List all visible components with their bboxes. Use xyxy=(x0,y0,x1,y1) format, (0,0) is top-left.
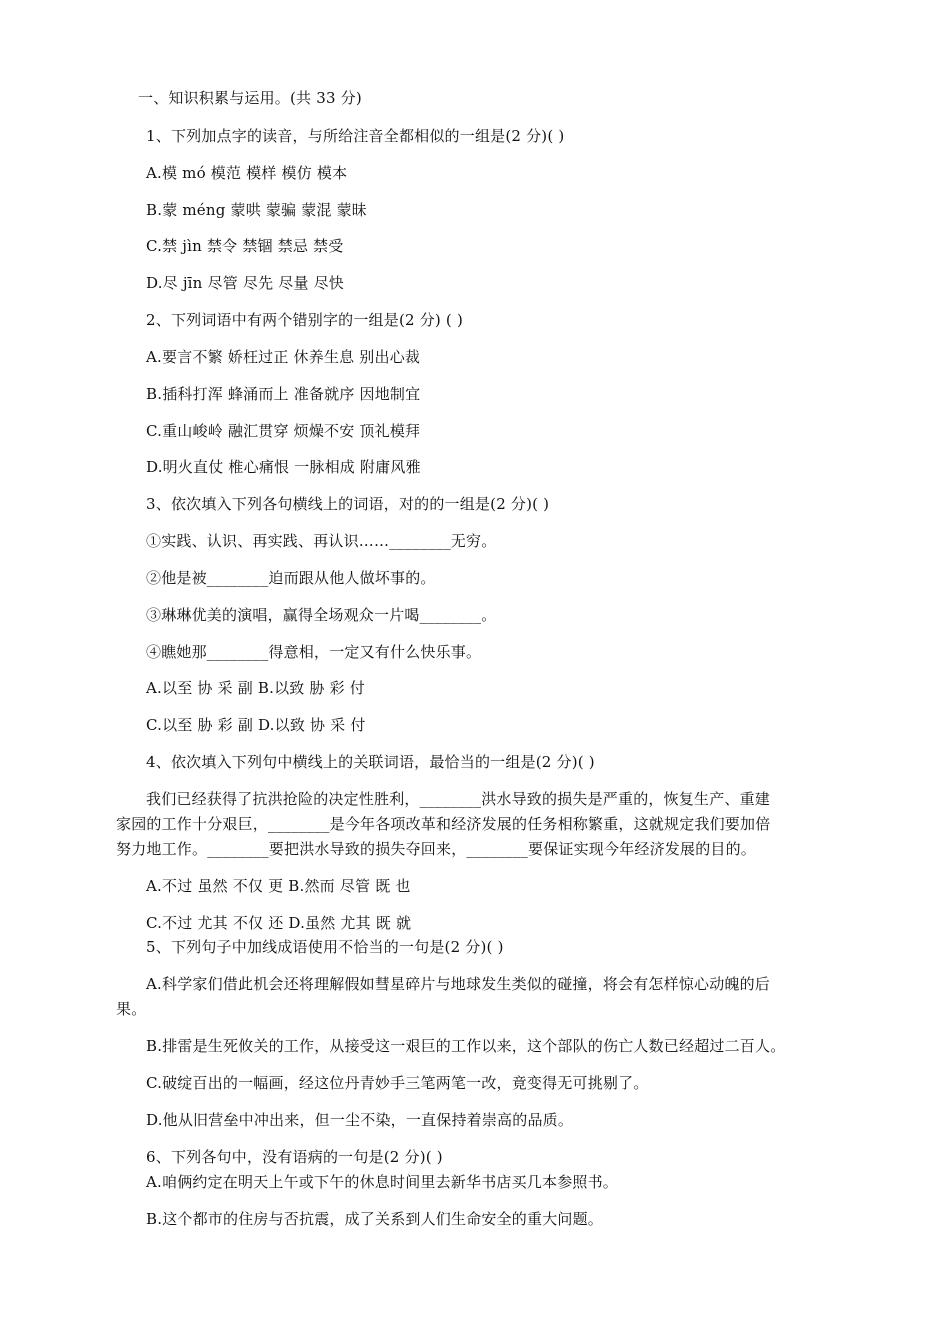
q1-option-a: A.模 mó 模范 模样 模仿 模本 xyxy=(146,164,348,182)
q4-passage-line-1: 我们已经获得了抗洪抢险的决定性胜利，________洪水导致的损失是严重的，恢复生产、重建 xyxy=(146,790,771,808)
q1-stem: 1、下列加点字的读音，与所给注音全都相似的一组是(2 分)( ) xyxy=(146,127,565,145)
q2-stem: 2、下列词语中有两个错别字的一组是(2 分) ( ) xyxy=(146,311,464,329)
q4-options-ab: A.不过 虽然 不仅 更 B.然而 尽管 既 也 xyxy=(146,877,411,895)
q2-option-d: D.明火直仗 椎心痛恨 一脉相成 附庸风雅 xyxy=(146,458,421,476)
q2-option-a: A.要言不繁 娇枉过正 休养生息 别出心裁 xyxy=(146,348,421,366)
q4-options-cd: C.不过 尤其 不仅 还 D.虽然 尤其 既 就 xyxy=(146,914,412,932)
q5-option-a-line-2: 果。 xyxy=(116,1000,147,1018)
q6-option-a: A.咱俩约定在明天上午或下午的休息时间里去新华书店买几本参照书。 xyxy=(146,1173,619,1191)
q5-option-c: C.破绽百出的一幅画，经这位丹青妙手三笔两笔一改，竟变得无可挑剔了。 xyxy=(146,1074,649,1092)
q1-option-b: B.蒙 méng 蒙哄 蒙骗 蒙混 蒙昧 xyxy=(146,201,367,219)
q1-option-d: D.尽 jīn 尽管 尽先 尽量 尽快 xyxy=(146,274,345,292)
q1-option-c: C.禁 jìn 禁令 禁锢 禁忌 禁受 xyxy=(146,237,344,255)
q3-stem: 3、依次填入下列各句横线上的词语，对的的一组是(2 分)( ) xyxy=(146,495,550,513)
q4-stem: 4、依次填入下列句中横线上的关联词语，最恰当的一组是(2 分)( ) xyxy=(146,753,595,771)
q2-option-c: C.重山峻岭 融汇贯穿 烦燥不安 顶礼模拜 xyxy=(146,422,421,440)
q3-sentence-2: ②他是被________迫而跟从他人做坏事的。 xyxy=(146,569,436,587)
q4-passage-line-2: 家园的工作十分艰巨，________是今年各项改革和经济发展的任务相称繁重，这就规定我们要加倍 xyxy=(116,815,771,833)
q6-option-b: B.这个都市的住房与否抗震，成了关系到人们生命安全的重大问题。 xyxy=(146,1210,603,1228)
q3-sentence-4: ④瞧她那________得意相，一定又有什么快乐事。 xyxy=(146,643,482,661)
q3-sentence-1: ①实践、认识、再实践、再认识……________无穷。 xyxy=(146,532,497,550)
q5-option-d: D.他从旧营垒中冲出来，但一尘不染，一直保持着崇高的品质。 xyxy=(146,1111,574,1129)
q3-options-cd: C.以至 胁 彩 副 D.以致 协 采 付 xyxy=(146,716,366,734)
section-title: 一、知识积累与运用。(共 33 分) xyxy=(138,89,362,107)
q3-sentence-3: ③琳琳优美的演唱，赢得全场观众一片喝________。 xyxy=(146,606,497,624)
q6-stem: 6、下列各句中，没有语病的一句是(2 分)( ) xyxy=(146,1148,443,1166)
q2-option-b: B.插科打浑 蜂涌而上 准备就序 因地制宜 xyxy=(146,385,421,403)
q5-option-a-line-1: A.科学家们借此机会还将理解假如彗星碎片与地球发生类似的碰撞，将会有怎样惊心动魄的后 xyxy=(146,975,771,993)
q5-stem: 5、下列句子中加线成语使用不恰当的一句是(2 分)( ) xyxy=(146,938,504,956)
q3-options-ab: A.以至 协 采 副 B.以致 胁 彩 付 xyxy=(146,679,365,697)
q4-passage-line-3: 努力地工作。________要把洪水导致的损失夺回来，________要保证实现今年经济发展的目的。 xyxy=(116,840,757,858)
q5-option-b: B.排雷是生死攸关的工作，从接受这一艰巨的工作以来，这个部队的伤亡人数已经超过二百人。 xyxy=(146,1037,786,1055)
